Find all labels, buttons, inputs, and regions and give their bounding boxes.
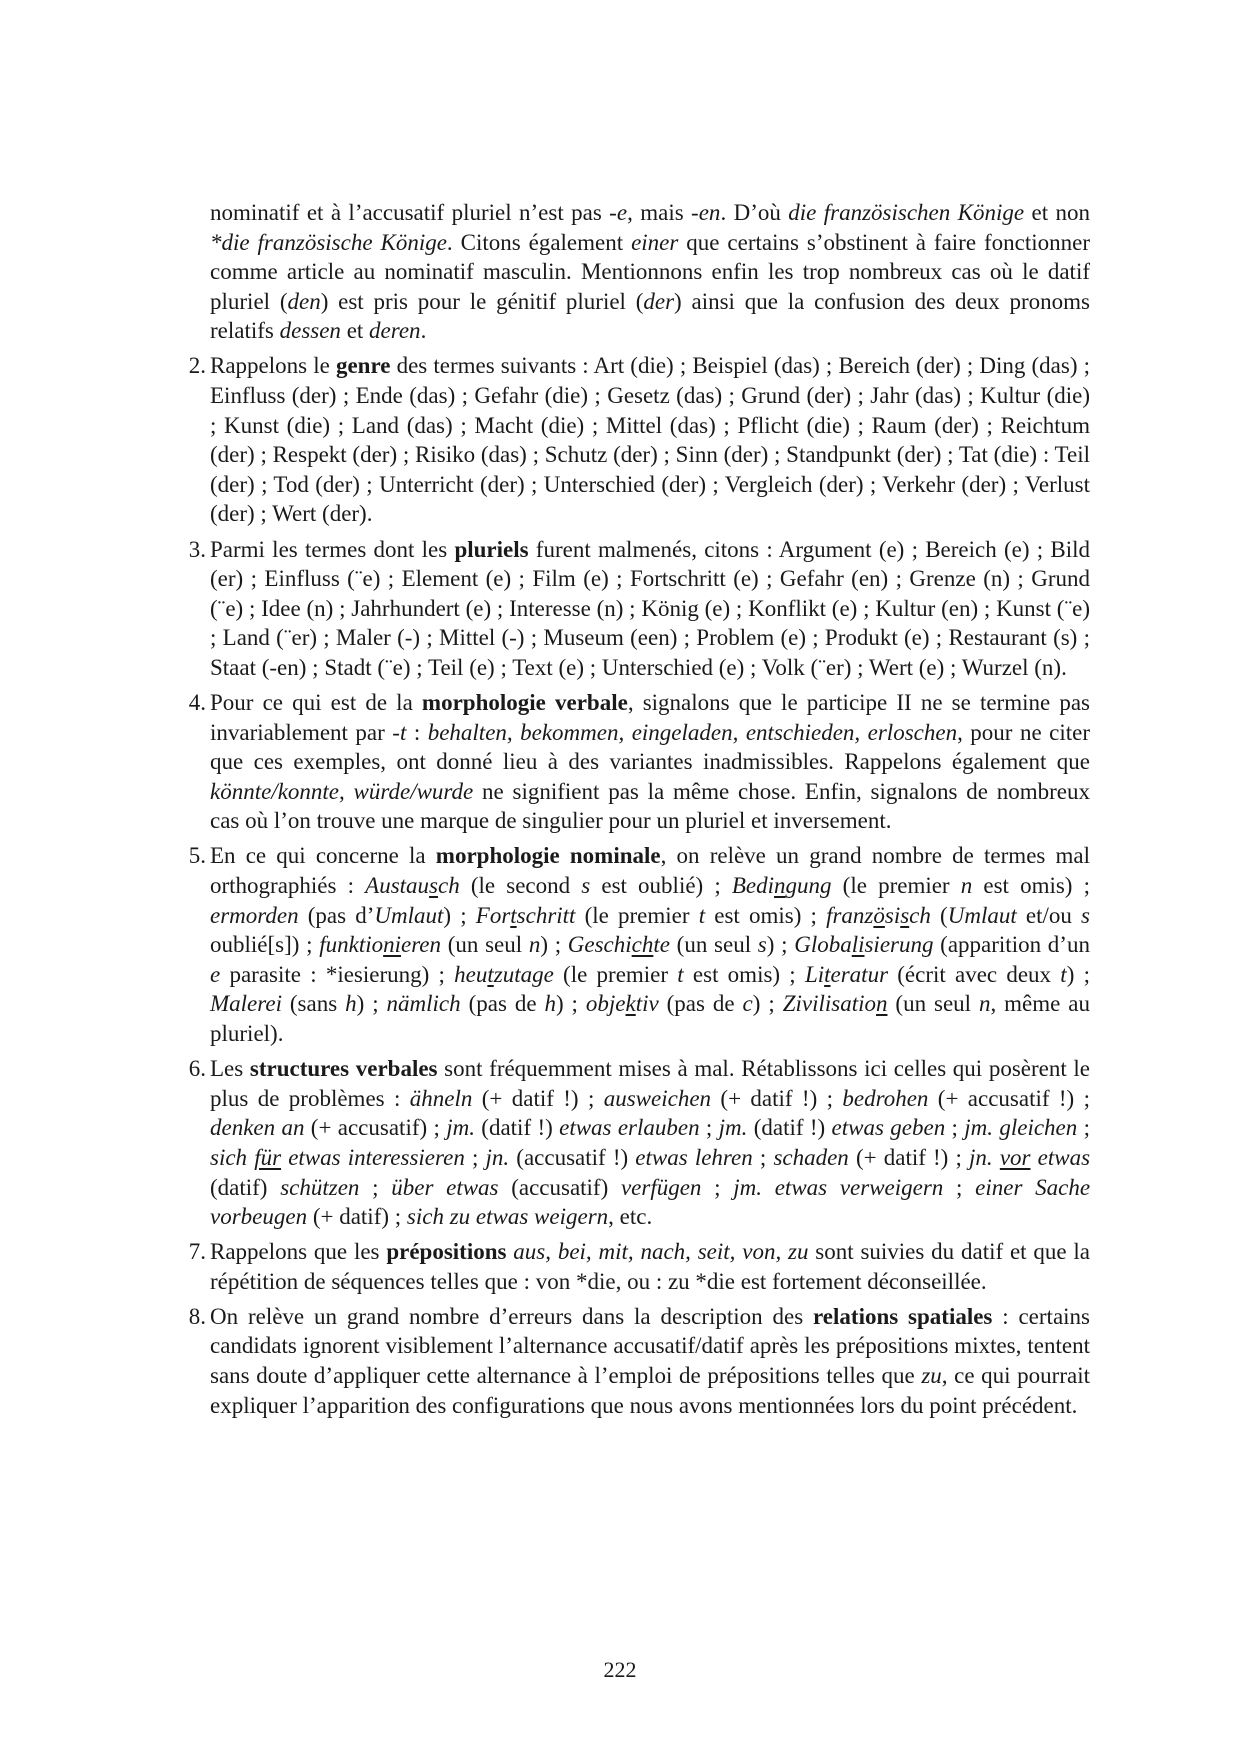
intro-paragraph: nominatif et à l’accusatif pluriel n’est pas -e, mais -en. D’où die französischen Könige et non *die französische Könige. Citons également einer que certains s’obstinent à faire fonctionner comme article au nominatif masculin. Mentionnons enfin les trop nombreux cas où le datif pluriel (den) est pris pour le génitif pluriel (der) ainsi que la confusion des deux pronoms relatifs dessen et deren.: [210, 200, 1090, 344]
list-item-number: 2.: [188, 353, 206, 379]
list-item-pluriels: 3. Parmi les termes dont les pluriels furent malmenés, citons : Argument (e) ; Bereich (e) ; Bild (er) ; Einfluss (¨e) ; Element (e) ; Film (e) ; Fortschritt (e) ; Gefahr (en) ; Grenze (n) ; Grund (¨e) ; Idee (n) ; Jahrhundert (e) ; Interesse (n) ; König (e) ; Konflikt (e) ; Kultur (en) ; Kunst (¨e) ; Land (¨er) ; Maler (-) ; Mittel (-) ; Museum (een) ; Problem (e) ; Produkt (e) ; Restaurant (s) ; Staat (-en) ; Stadt (¨e) ; Teil (e) ; Text (e) ; Unterschied (e) ; Volk (¨er) ; Wert (e) ; Wurzel (n).: [210, 535, 1090, 683]
list-item-number: 3.: [188, 536, 206, 562]
page-number: 222: [603, 1657, 637, 1682]
list-item-number: 8.: [188, 1303, 206, 1329]
list-item-morphologie-verbale: 4. Pour ce qui est de la morphologie verbale, signalons que le participe II ne se termine pas invariablement par -t : behalten, bekommen, eingeladen, entschieden, erloschen, pour ne citer que ces exemples, ont donné lieu à des variantes inadmissibles. Rappelons également que könnte/konnte, würde/wurde ne signifient pas la même chose. Enfin, signalons de nombreux cas où l’on trouve une marque de singulier pour un pluriel et inversement.: [210, 688, 1090, 836]
page-body: [188, 198, 1091, 1420]
list-item-number: 4.: [188, 690, 206, 715]
list-item-structures-verbales: 6. Les structures verbales sont fréquemment mises à mal. Rétablissons ici celles qui posèrent le plus de problèmes : ähneln (+ datif !) ; ausweichen (+ datif !) ; bedrohen (+ accusatif !) ; denken an (+ accusatif) ; jm. (datif !) etwas erlauben ; jm. (datif !) etwas geben ; jm. gleichen ; sich für etwas interessieren ; jn. (accusatif !) etwas lehren ; schaden (+ datif !) ; jn. vor etwas (datif) schützen ; über etwas (accusatif) verfügen ; jm. etwas verweigern ; einer Sache vorbeugen (+ datif) ; sich zu etwas weigern, etc.: [210, 1054, 1090, 1232]
list-item-number: 6.: [188, 1056, 206, 1082]
list-item-relations-spatiales: 8. On relève un grand nombre d’erreurs dans la description des relations spatiales : certains candidats ignorent visiblement l’alternance accusatif/datif après les prépositions mixtes, tentent sans doute d’appliquer cette alternance à l’emploi de prépositions telles que zu, ce qui pourrait expliquer l’apparition des configurations que nous avons mentionnées lors du point précédent.: [210, 1302, 1090, 1420]
list-item-number: 5.: [188, 843, 206, 869]
list-item-prepositions: 7. Rappelons que les prépositions aus, bei, mit, nach, seit, von, zu sont suivies du datif et que la répétition de séquences telles que : von *die, ou : zu *die est fortement déconseillée.: [210, 1237, 1090, 1296]
list-item-morphologie-nominale: 5. En ce qui concerne la morphologie nominale, on relève un grand nombre de termes mal orthographiés : Austausch (le second s est oublié) ; Bedingung (le premier n est omis) ; ermorden (pas d’Umlaut) ; Fortschritt (le premier t est omis) ; französisch (Umlaut et/ou s oublié[s]) ; funktionieren (un seul n) ; Geschichte (un seul s) ; Globalisierung (apparition d’un e parasite : *iesierung) ; heutzutage (le premier t est omis) ; Literatur (écrit avec deux t) ; Malerei (sans h) ; nämlich (pas de h) ; objektiv (pas de c) ; Zivilisation (un seul n, même au pluriel).: [210, 841, 1090, 1048]
list-item-number: 7.: [188, 1239, 206, 1265]
list-item-genre: 2. Rappelons le genre des termes suivants : Art (die) ; Beispiel (das) ; Bereich (der) ; Ding (das) ; Einfluss (der) ; Ende (das) ; Gefahr (die) ; Gesetz (das) ; Grund (der) ; Jahr (das) ; Kultur (die) ; Kunst (die) ; Land (das) ; Macht (die) ; Mittel (das) ; Pflicht (die) ; Raum (der) ; Reichtum (der) ; Respekt (der) ; Risiko (das) ; Schutz (der) ; Sinn (der) ; Standpunkt (der) ; Tat (die) : Teil (der) ; Tod (der) ; Unterricht (der) ; Unterschied (der) ; Vergleich (der) ; Verkehr (der) ; Verlust (der) ; Wert (der).: [210, 351, 1090, 529]
